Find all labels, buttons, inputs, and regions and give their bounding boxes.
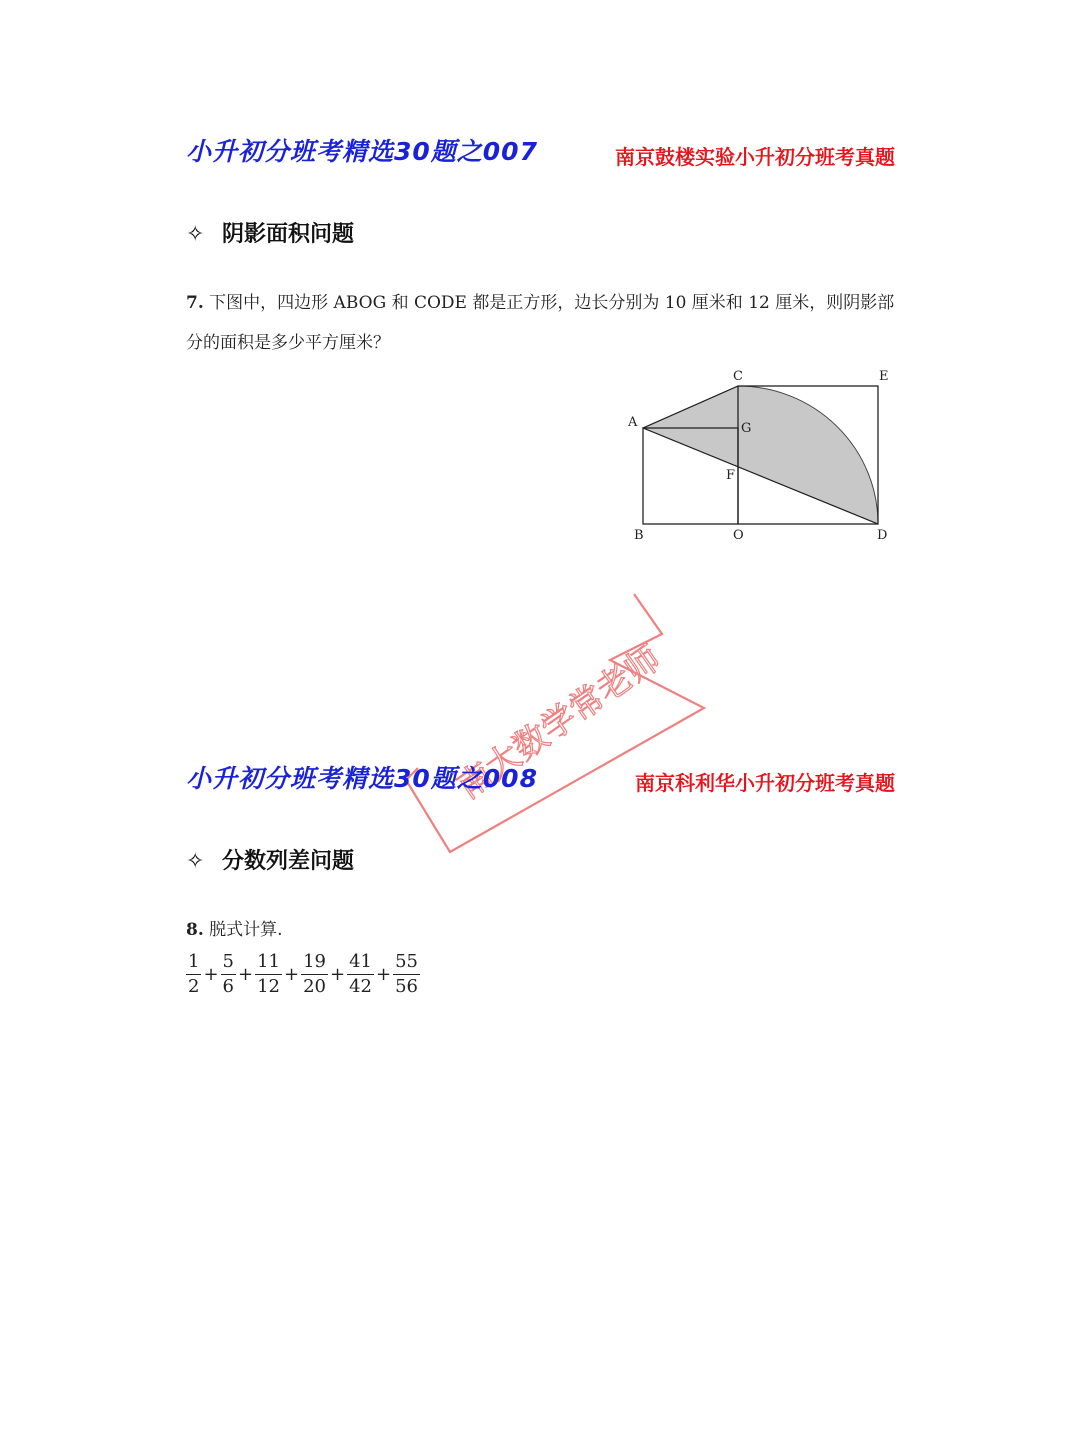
fraction-3: $\frac{19}{20}$ bbox=[303, 951, 326, 997]
q7-question: 下图中，四边形 ABOG 和 CODE 都是正方形，边长分别为 10 厘米和 12 厘米，则阴影部分的面积是多少平方厘米？ bbox=[186, 293, 895, 353]
q7-problem-text bbox=[186, 283, 898, 363]
fraction-0: $\frac{1}{2}$ bbox=[188, 951, 200, 997]
fraction-5: $\frac{55}{56}$ bbox=[395, 951, 418, 997]
q7-section-label: 阴影面积问题 bbox=[222, 222, 355, 247]
sparkle-icon: ✧ bbox=[186, 849, 205, 874]
q7-section-heading bbox=[186, 217, 354, 248]
label-f: F bbox=[726, 468, 736, 483]
q8-question: 脱式计算. bbox=[209, 920, 283, 940]
q8-problem-text bbox=[186, 910, 898, 950]
label-a: A bbox=[628, 415, 638, 430]
label-g: G bbox=[741, 421, 752, 436]
q7-source: 南京鼓楼实验小升初分班考真题 bbox=[615, 145, 895, 169]
q8-number: 8. bbox=[186, 920, 204, 940]
plus-sign: + bbox=[238, 964, 254, 985]
watermark bbox=[380, 590, 710, 860]
q8-title: 小升初分班考精选30题之008 bbox=[186, 764, 538, 793]
plus-sign: + bbox=[330, 964, 346, 985]
label-e: E bbox=[879, 369, 889, 384]
watermark-text: 南大数学常老师 bbox=[450, 638, 669, 808]
q8-section-label: 分数列差问题 bbox=[222, 849, 355, 874]
label-d: D bbox=[877, 528, 888, 543]
q8-section-heading bbox=[186, 844, 354, 875]
sparkle-icon: ✧ bbox=[186, 222, 205, 247]
q8-source: 南京科利华小升初分班考真题 bbox=[635, 771, 895, 795]
fraction-1: $\frac{5}{6}$ bbox=[222, 951, 234, 997]
plus-sign: + bbox=[376, 964, 392, 985]
fraction-4: $\frac{41}{42}$ bbox=[349, 951, 372, 997]
shaded-region bbox=[643, 386, 878, 524]
q7-number: 7. bbox=[186, 293, 204, 313]
geometry-figure bbox=[618, 362, 898, 552]
q7-title: 小升初分班考精选30题之007 bbox=[186, 137, 538, 166]
label-c: C bbox=[733, 369, 743, 384]
fraction-2: $\frac{11}{12}$ bbox=[257, 951, 280, 997]
fraction-expression bbox=[186, 950, 420, 999]
label-o: O bbox=[733, 528, 744, 543]
plus-sign: + bbox=[203, 964, 219, 985]
plus-sign: + bbox=[284, 964, 300, 985]
label-b: B bbox=[634, 528, 644, 543]
